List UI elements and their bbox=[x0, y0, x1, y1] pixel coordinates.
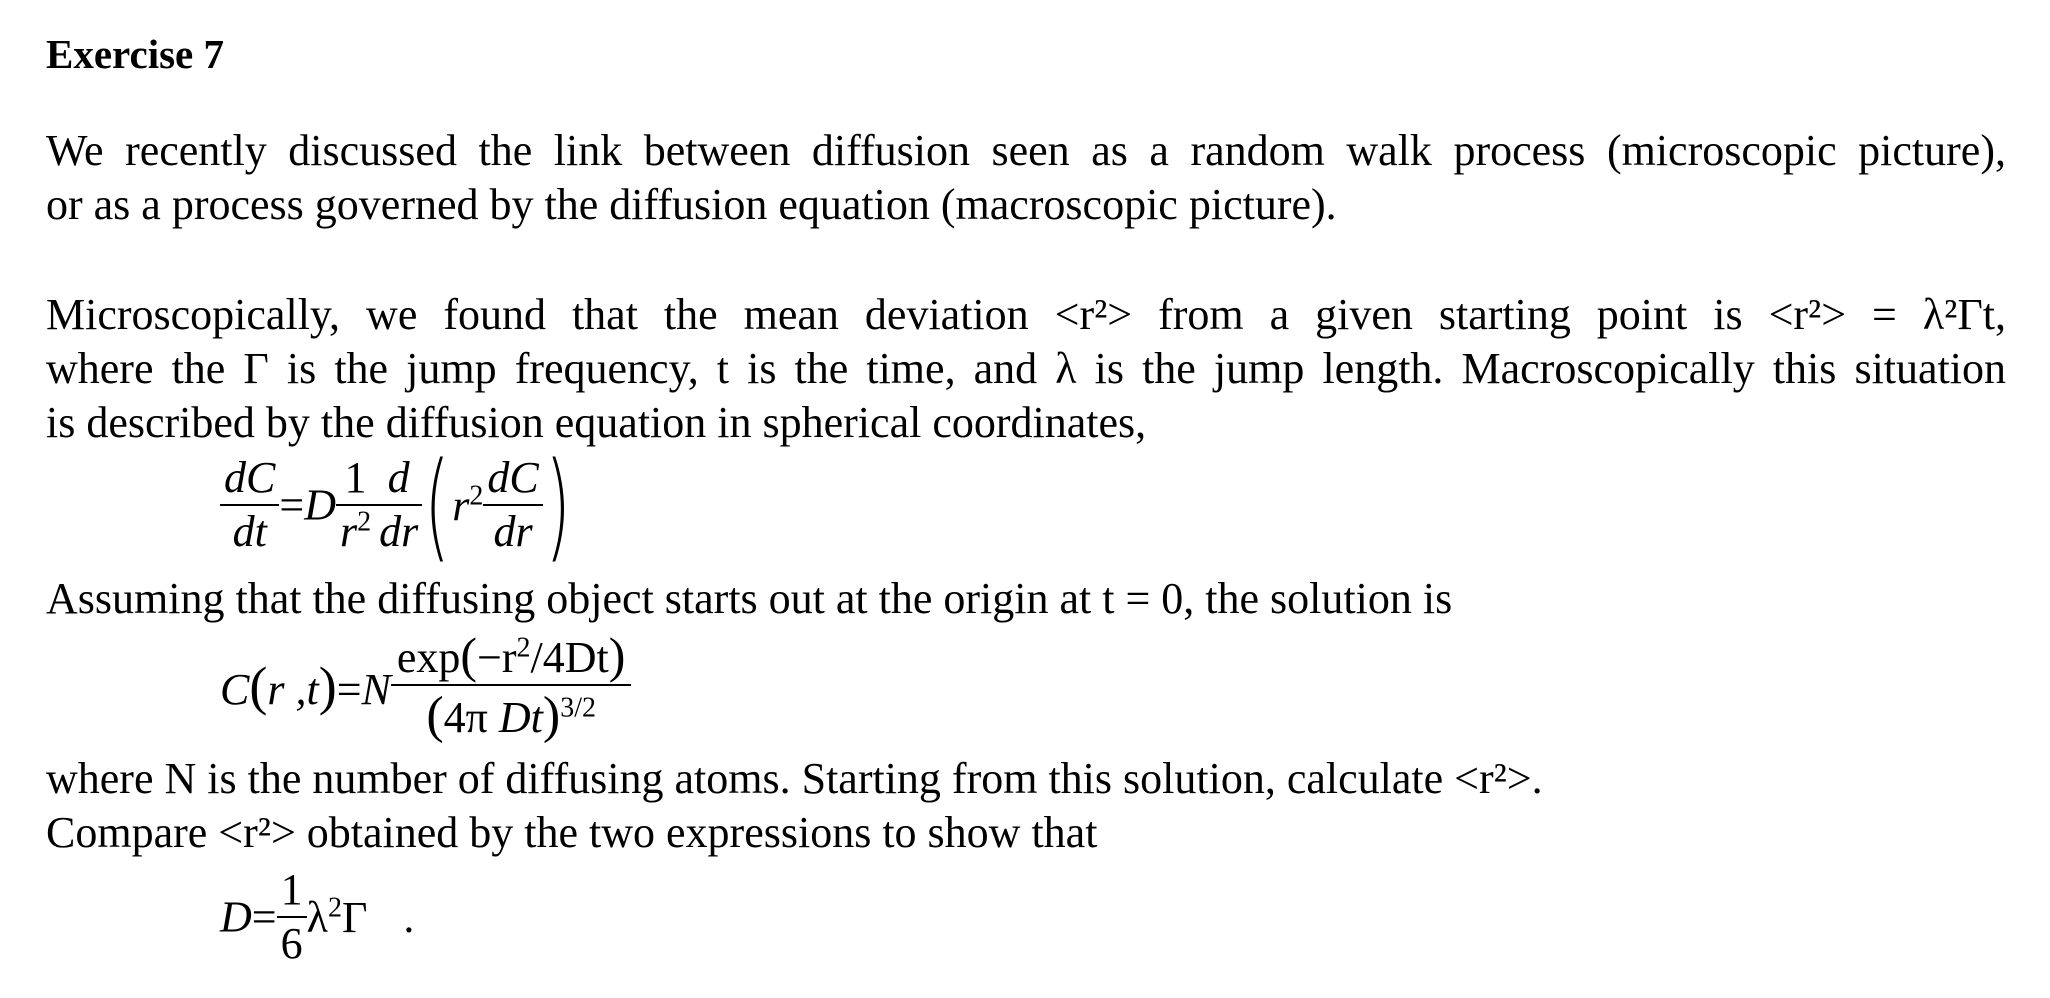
fraction-bar bbox=[391, 684, 632, 686]
assumption-line: Assuming that the diffusing object starts out at the origin at t = 0, the solution is bbox=[46, 574, 1453, 623]
eq2-num-rest: /4Dt bbox=[530, 633, 609, 682]
eq3-num: 1 bbox=[280, 865, 303, 914]
eq1-f3-den: dr bbox=[493, 507, 533, 556]
eq2-lhs: C bbox=[220, 665, 250, 714]
eq3-den: 6 bbox=[280, 919, 303, 968]
fraction-bar bbox=[483, 504, 542, 506]
eq3-equals: = bbox=[251, 892, 277, 942]
result-equation bbox=[220, 865, 415, 968]
left-paren: ( bbox=[424, 436, 450, 574]
eq1-f1-den-exp: 2 bbox=[357, 506, 372, 538]
exercise-title: Exercise 7 bbox=[46, 31, 224, 77]
closing-paragraph bbox=[46, 752, 2006, 860]
diffusion-equation bbox=[220, 436, 573, 574]
eq1-f1-num: 1 bbox=[344, 453, 367, 502]
closing-line-2: Compare <r²> obtained by the two expressions to show that bbox=[46, 808, 1098, 857]
assumption-paragraph bbox=[46, 572, 2006, 626]
eq2-equals: = bbox=[336, 665, 362, 714]
eq2-fraction: $\frac{\exp(-r^2/4Dt)}{(4\pi Dt)^{3/2}}$ bbox=[391, 630, 632, 742]
solution-equation: C(r ,t)=N $\frac{\exp(-r^2/4Dt)}{(4\pi Dt)^{3/2}}$ bbox=[220, 630, 631, 742]
intro-line-2: or as a process governed by the diffusion equation (macroscopic picture). bbox=[46, 180, 1337, 229]
eq2-den-4pi: 4π bbox=[443, 693, 488, 742]
intro-paragraph bbox=[46, 124, 2006, 232]
eq1-f3-num: dC bbox=[487, 453, 539, 502]
eq2-coefficient: N bbox=[361, 665, 391, 714]
eq1-lhs-num: dC bbox=[224, 453, 276, 502]
fraction-bar bbox=[375, 504, 422, 506]
eq2-args: r ,t bbox=[267, 665, 319, 714]
eq3-lambda: λ bbox=[306, 892, 328, 942]
eq2-den-dt: Dt bbox=[498, 693, 543, 742]
eq1-coefficient: D bbox=[304, 480, 336, 530]
eq1-derivative-fraction bbox=[375, 453, 422, 556]
eq1-inner-exp: 2 bbox=[469, 479, 484, 511]
fraction-bar bbox=[277, 916, 307, 918]
eq2-den-exp: 3/2 bbox=[560, 692, 596, 724]
fraction-bar bbox=[220, 504, 279, 506]
eq1-equals: = bbox=[279, 480, 305, 530]
eq1-lhs-den: dt bbox=[232, 507, 267, 556]
eq3-fraction bbox=[277, 865, 307, 968]
eq1-inner-fraction bbox=[483, 453, 542, 556]
eq1-lhs-fraction bbox=[220, 453, 279, 556]
eq1-f1-den: r bbox=[339, 507, 358, 556]
eq3-gamma: Γ bbox=[341, 892, 368, 942]
eq1-f2-num: d bbox=[387, 453, 410, 502]
eq3-period: . bbox=[403, 892, 415, 942]
microscopic-paragraph bbox=[46, 288, 2006, 450]
eq2-num-exp: 2 bbox=[516, 632, 531, 664]
eq1-inner-r: r bbox=[452, 480, 470, 530]
micro-line-2: where the Γ is the jump frequency, t is the time, and λ is the jump length. Macroscopically this situation bbox=[46, 344, 2006, 393]
eq3-exp: 2 bbox=[327, 891, 342, 923]
micro-line-1: Microscopically, we found that the mean deviation <r²> from a given starting point is <r²> = λ²Γt, bbox=[46, 290, 2006, 339]
eq2-exp: exp bbox=[396, 633, 461, 682]
closing-line-1: where N is the number of diffusing atoms. Starting from this solution, calculate <r²>. bbox=[46, 754, 1543, 803]
micro-line-3: is described by the diffusion equation in spherical coordinates, bbox=[46, 398, 1147, 447]
eq1-inverse-r2-fraction bbox=[336, 453, 375, 556]
intro-line-1: We recently discussed the link between diffusion seen as a random walk process (microscopic picture), bbox=[46, 126, 2006, 175]
right-paren: ) bbox=[545, 436, 571, 574]
eq1-f2-den: dr bbox=[379, 507, 419, 556]
eq2-neg-r: −r bbox=[477, 633, 517, 682]
eq3-lhs: D bbox=[220, 892, 252, 942]
